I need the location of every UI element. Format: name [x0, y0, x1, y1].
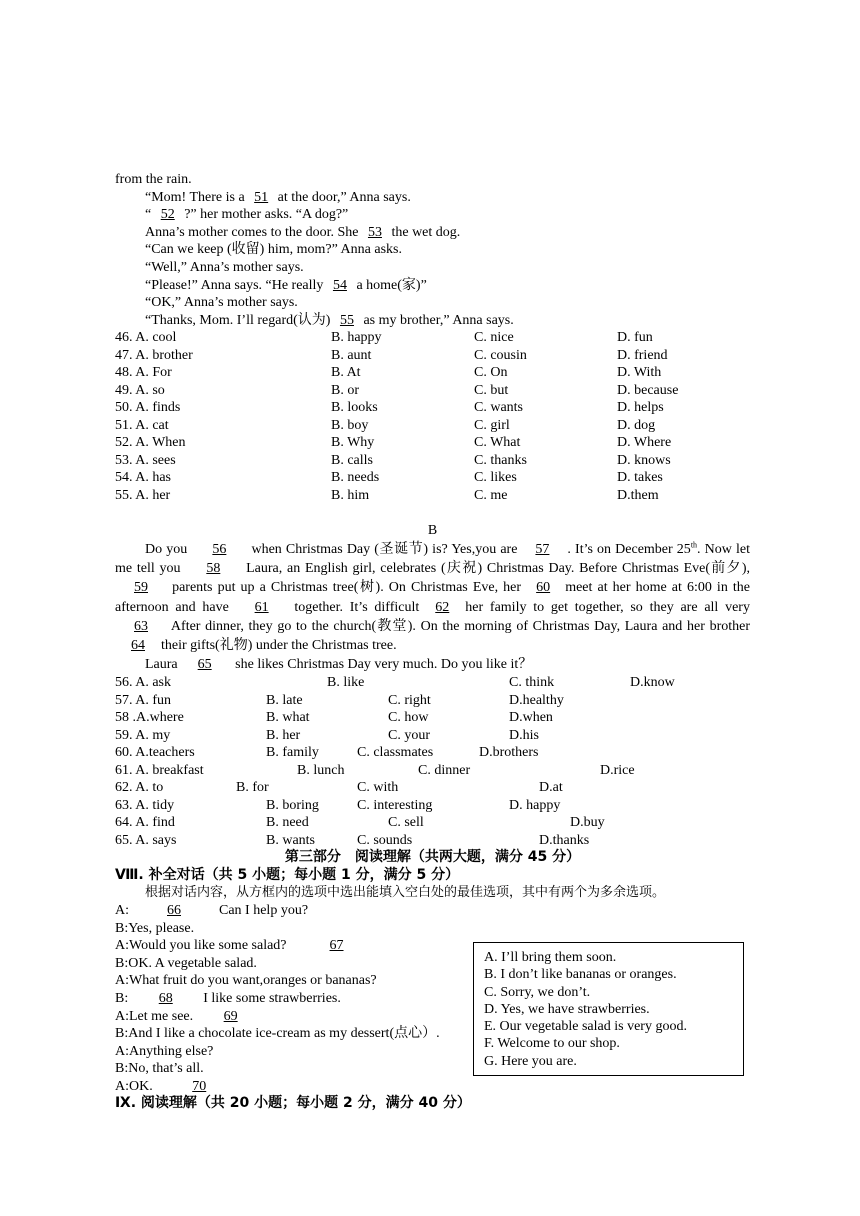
blank-56: 56 [212, 541, 227, 557]
option-row [115, 762, 750, 780]
blank-51: 51 [254, 189, 269, 205]
blank-61: 61 [254, 599, 269, 615]
option-choice: 60. A.teachers [115, 745, 195, 761]
dialog-line: B:Yes, please. [115, 920, 195, 936]
option-choice: D. helps [617, 400, 664, 416]
blank-68: 68 [158, 990, 173, 1006]
option-choice: 48. A. For [115, 365, 172, 381]
option-choice: C. On [474, 365, 508, 381]
text: “Please!” Anna says. “He really [145, 277, 327, 293]
story-line [115, 312, 750, 330]
option-choice: B. what [266, 710, 310, 726]
blank-52: 52 [160, 207, 175, 223]
option-choice: C. interesting [357, 797, 433, 813]
text: the wet dog. [387, 224, 461, 240]
blank-59: 59 [134, 580, 148, 596]
blank-66: 66 [167, 902, 181, 918]
text: After dinner, they go to the church(教堂). On the morning of Christmas Day, Laura and her brother [167, 618, 750, 634]
option-choice: D. happy [509, 797, 561, 813]
option-choice: D.healthy [509, 692, 564, 708]
text: as my brother,” Anna says. [359, 312, 514, 328]
option-row [115, 364, 750, 382]
dialog-line: B:No, that’s all. [115, 1061, 204, 1077]
option-choice: 61. A. breakfast [115, 762, 204, 778]
dialog-line: B:And I like a chocolate ice-cream as my dessert(点心）. [115, 1026, 440, 1042]
option-choice: B. late [266, 692, 303, 708]
text: A:Let me see. [115, 1008, 197, 1024]
dialog-line: B:OK. A vegetable salad. [115, 955, 257, 971]
text: A:Would you like some salad? [115, 938, 287, 954]
option-choice: 50. A. finds [115, 400, 181, 416]
text: A: [115, 902, 129, 918]
option-choice: C. What [474, 435, 521, 451]
option-choice: 64. A. find [115, 815, 175, 831]
option-choice: C. think [509, 675, 555, 691]
dialog-line: A:Anything else? [115, 1043, 214, 1059]
text: . Now let me tell you [115, 541, 750, 577]
option-choice: B. needs [331, 470, 380, 486]
blank-67: 67 [329, 938, 344, 954]
option-choice: B. wants [266, 832, 315, 848]
option-choice: C. wants [474, 400, 523, 416]
blank-60: 60 [536, 580, 551, 596]
option-row [115, 382, 750, 400]
option-choice: B. At [331, 365, 361, 381]
option-choice: B. Why [331, 435, 375, 451]
option-choice: B. or [331, 382, 359, 398]
blank-65: 65 [197, 657, 212, 673]
option-choice: 53. A. sees [115, 452, 176, 468]
option-choice: 46. A. cool [115, 330, 177, 346]
option-choice: 49. A. so [115, 382, 165, 398]
blank-58: 58 [206, 561, 221, 577]
option-row [115, 692, 750, 710]
text: a home(家)” [352, 277, 427, 293]
option-choice: D.know [630, 675, 675, 691]
option-choice: B. for [236, 780, 269, 796]
option-row [115, 779, 750, 797]
choice-item: G. Here you are. [484, 1053, 577, 1069]
text: meet at her home at 6:00 in the afternoon and have [115, 580, 750, 615]
option-choice: C. cousin [474, 347, 527, 363]
blank-69: 69 [223, 1008, 238, 1024]
text: “Mom! There is a [145, 189, 249, 205]
text: Do you [145, 541, 192, 557]
text: . It’s on December 25 [567, 541, 691, 557]
option-choice: D. With [617, 365, 662, 381]
option-choice: B. boring [266, 797, 319, 813]
text: when Christmas Day (圣诞节) is? Yes,you are [247, 541, 518, 557]
option-choice: C. likes [474, 470, 517, 486]
blank-54: 54 [332, 277, 347, 293]
text: Laura [145, 657, 178, 673]
option-choice: D.rice [600, 762, 635, 778]
option-choice: D.buy [570, 815, 605, 831]
choice-item: E. Our vegetable salad is very good. [484, 1019, 687, 1035]
option-choice: C. thanks [474, 452, 527, 468]
option-choice: B. lunch [297, 762, 345, 778]
option-choice: B. looks [331, 400, 378, 416]
blank-70: 70 [192, 1078, 207, 1094]
option-choice: D. dog [617, 417, 656, 433]
text: Laura, an English girl, celebrates (庆祝) Christmas Day. Before Christmas Eve(前夕), [241, 561, 750, 577]
part3-title: 第三部分 阅读理解（共两大题，满分 45 分） [284, 849, 581, 866]
option-row [115, 832, 750, 850]
option-choice: B. family [266, 745, 319, 761]
option-choice: D. knows [617, 452, 671, 468]
choice-item: C. Sorry, we don’t. [484, 984, 591, 1000]
text: 补全对话（共 5 小题；每小题 1 分，满分 5 分） [148, 866, 460, 883]
text: A:OK. [115, 1078, 157, 1094]
option-choice: B. aunt [331, 347, 372, 363]
section8-instruction: 根据对话内容，从方框内的选项中选出能填入空白处的最佳选项，其中有两个为多余选项。 [145, 885, 666, 901]
blank-64: 64 [131, 637, 145, 653]
text: 阅读理解（共 20 小题；每小题 2 分，满分 40 分） [140, 1095, 471, 1112]
choices-list [484, 949, 733, 1070]
option-choice: C. but [474, 382, 509, 398]
option-choice: C. me [474, 487, 508, 503]
option-choice: C. dinner [418, 762, 471, 778]
option-choice: D.his [509, 727, 539, 743]
option-choice: C. with [357, 780, 399, 796]
superscript: th [690, 540, 698, 550]
choice-item: B. I don’t like bananas or oranges. [484, 967, 677, 983]
option-choice: D. fun [617, 330, 653, 346]
story-line [115, 189, 750, 207]
option-choice: D. friend [617, 347, 668, 363]
option-row [115, 674, 750, 692]
option-choice: B. need [266, 815, 309, 831]
option-choice: C. girl [474, 417, 510, 433]
text: Anna’s mother comes to the door. She [145, 224, 362, 240]
section-number: Ⅷ. [115, 866, 149, 883]
option-choice: C. right [388, 692, 431, 708]
choices-box [473, 942, 744, 1076]
option-choice: 57. A. fun [115, 692, 171, 708]
option-row [115, 487, 750, 505]
option-choice: D.thanks [539, 832, 590, 848]
text: parents put up a Christmas tree(树). On Christmas Eve, her [167, 580, 527, 596]
text: at the door,” Anna says. [274, 189, 411, 205]
story-line [115, 277, 750, 295]
option-row [115, 399, 750, 417]
option-choice: 58 .A.where [115, 710, 184, 726]
option-choice: 56. A. ask [115, 675, 171, 691]
option-choice: C. nice [474, 330, 514, 346]
blank-53: 53 [367, 224, 382, 240]
choice-item: A. I’ll bring them soon. [484, 950, 617, 965]
text: ?” her mother asks. “A dog?” [180, 207, 349, 223]
options-list-b [115, 674, 750, 849]
option-choice: C. your [388, 727, 430, 743]
option-choice: 55. A. her [115, 487, 171, 503]
option-choice: 63. A. tidy [115, 797, 175, 813]
story-line: “Well,” Anna’s mother says. [145, 259, 304, 275]
text: B: [115, 990, 132, 1006]
option-choice: B. happy [331, 330, 382, 346]
section-heading-b: B [427, 523, 438, 539]
option-row [115, 797, 750, 815]
option-choice: B. calls [331, 452, 373, 468]
option-row [115, 709, 750, 727]
passage-b-last-line [115, 655, 750, 674]
blank-62: 62 [435, 599, 450, 615]
options-list-a [115, 329, 750, 504]
text: Can I help you? [219, 902, 309, 918]
dialog-line: A:What fruit do you want,oranges or bananas? [115, 973, 377, 989]
choice-item: F. Welcome to our shop. [484, 1036, 620, 1052]
option-choice: 51. A. cat [115, 417, 169, 433]
blank-57: 57 [535, 541, 550, 557]
blank-55: 55 [339, 312, 354, 328]
option-choice: 47. A. brother [115, 347, 193, 363]
text: together. It’s difficult [287, 599, 420, 615]
option-row [115, 347, 750, 365]
option-choice: B. him [331, 487, 370, 503]
option-choice: B. boy [331, 417, 369, 433]
text: I like some strawberries. [199, 990, 341, 1006]
option-choice: 62. A. to [115, 780, 164, 796]
story-line: from the rain. [115, 172, 192, 187]
option-row [115, 434, 750, 452]
option-row [115, 452, 750, 470]
text: she likes Christmas Day very much. Do you like it？ [231, 657, 533, 673]
text: her family to get together, so they are all very [465, 599, 750, 615]
option-choice: 52. A. When [115, 435, 186, 451]
text: their gifts(礼物) under the Christmas tree. [161, 637, 397, 653]
option-choice: C. sounds [357, 832, 413, 848]
section8-title [115, 867, 750, 885]
section9-title [115, 1095, 750, 1113]
option-choice: D. takes [617, 470, 663, 486]
option-choice: C. classmates [357, 745, 434, 761]
option-choice: C. how [388, 710, 429, 726]
option-choice: 65. A. says [115, 832, 177, 848]
text: “ [145, 207, 155, 223]
text: “Thanks, Mom. I’ll regard(认为) [145, 312, 334, 328]
option-choice: D.them [617, 487, 659, 503]
dialog-line [115, 1078, 750, 1096]
option-choice: 54. A. has [115, 470, 171, 486]
story-line: “OK,” Anna’s mother says. [145, 295, 298, 311]
story-line: “Can we keep (收留) him, mom?” Anna asks. [145, 242, 402, 258]
option-row [115, 329, 750, 347]
option-choice: D. Where [617, 435, 672, 451]
option-choice: B. like [327, 675, 365, 691]
option-row [115, 744, 750, 762]
option-choice: D. because [617, 382, 679, 398]
option-choice: D.at [539, 780, 563, 796]
choice-item: D. Yes, we have strawberries. [484, 1001, 650, 1017]
option-choice: C. sell [388, 815, 424, 831]
option-row [115, 814, 750, 832]
section-number: Ⅸ. [115, 1095, 141, 1112]
blank-63: 63 [134, 618, 148, 634]
option-choice: B. her [266, 727, 301, 743]
dialog-line [115, 902, 750, 920]
option-choice: 59. A. my [115, 727, 171, 743]
option-choice: D.brothers [479, 745, 539, 761]
option-row [115, 417, 750, 435]
option-row [115, 727, 750, 745]
story-line [115, 224, 750, 242]
story-line [115, 206, 750, 224]
passage-b [115, 540, 750, 655]
option-choice: D.when [509, 710, 553, 726]
option-row [115, 469, 750, 487]
